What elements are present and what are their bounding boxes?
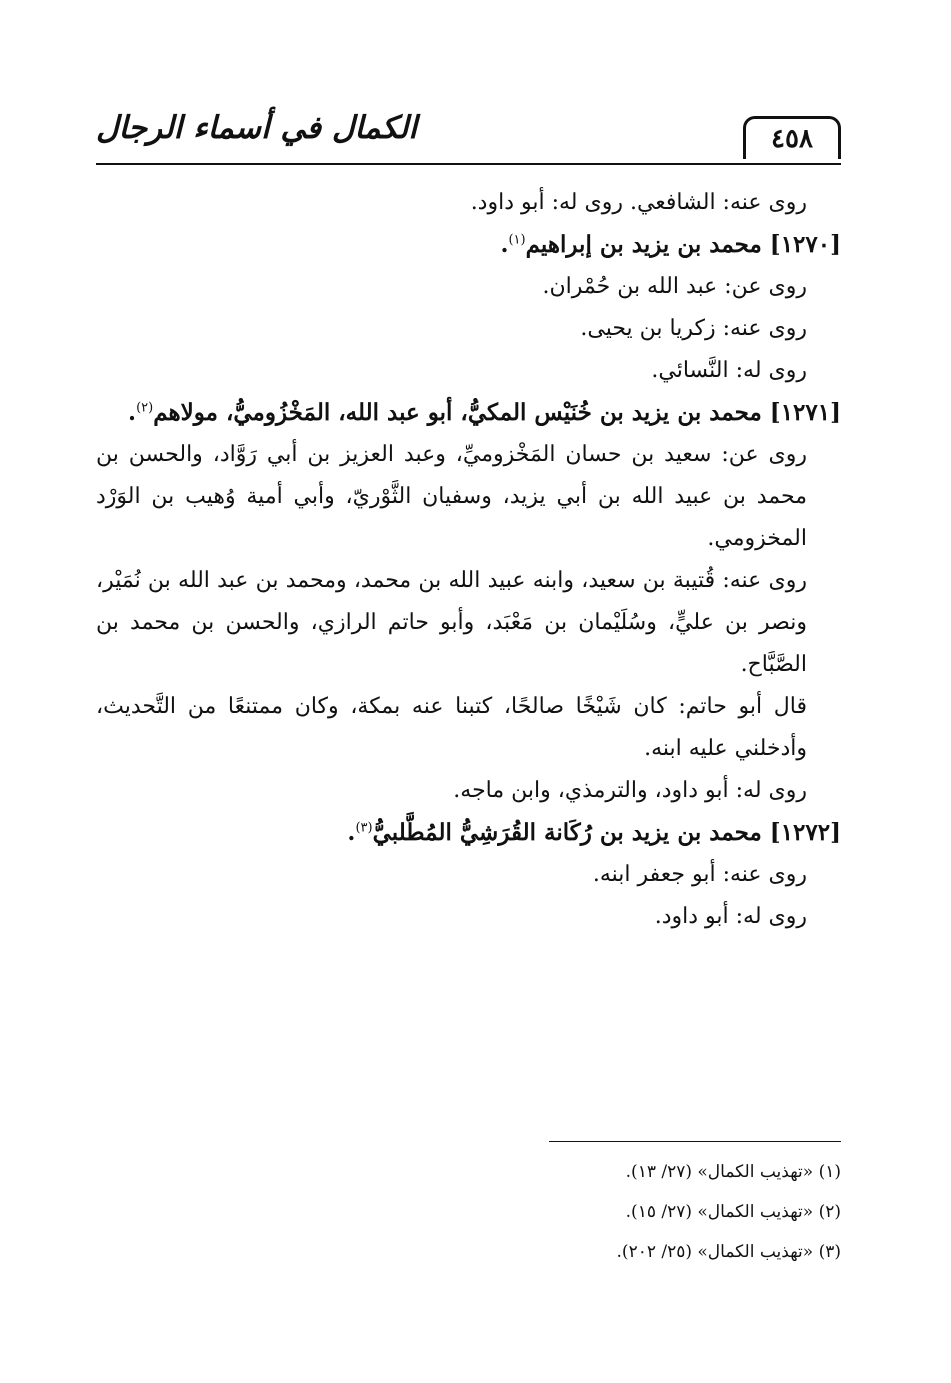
narrated-by: روى عنه: زكريا بن يحيى. [580,316,807,341]
footnote-ref: (٢) [136,400,154,416]
footnote: (٣) «تهذيب الكمال» (٢٥/ ٢٠٢). [616,1242,841,1262]
entry-end: . [347,819,356,846]
entry-title: [١٢٧٢] محمد بن يزيد بن رُكَانة القُرَشِيُّ المُطَّلبيُّ [372,819,841,846]
footnotes [96,1152,841,1272]
footnote: (٢) «تهذيب الكمال» (٢٧/ ١٥). [625,1202,841,1222]
paragraph: روى عنه: الشافعي. روى له: أبو داود. [470,190,807,215]
entry-end: . [500,231,509,258]
entry-heading-1270 [96,224,841,266]
narrated-for: روى له: أبو داود. [654,904,807,929]
entry-title: [١٢٧٠] محمد بن يزيد بن إبراهيم [525,231,841,258]
entry-heading-1271 [96,392,841,434]
narrated-from: روى عن: سعيد بن حسان المَخْزوميِّ، وعبد العزيز بن أبي رَوَّاد، والحسن بن محمد بن عبيد الله بن أبي يزيد، وسفيان الثَّوْريّ، وأبي أمية وُهيب بن الوَرْد المخزومي. [96,442,807,551]
footnote: (١) «تهذيب الكمال» (٢٧/ ١٣). [625,1162,841,1182]
main-text [96,182,841,938]
page-header [96,108,841,165]
footnote-ref: (٣) [355,820,373,836]
narrated-by: روى عنه: قُتيبة بن سعيد، وابنه عبيد الله بن محمد، ومحمد بن عبد الله بن نُمَيْر، ونصر بن عليٍّ، وسُلَيْمان بن مَعْبَد، وأبو حاتم الرازي، والحسن بن محمد بن الصَّبَّاح. [96,568,807,677]
narrated-for: روى له: النَّسائي. [651,358,807,383]
running-title: الكمال في أسماء الرجال [96,110,417,146]
entry-heading-1272 [96,812,841,854]
page-number: ٤٥٨ [743,116,841,159]
scholar-statement: قال أبو حاتم: كان شَيْخًا صالحًا، كتبنا عنه بمكة، وكان ممتنعًا من التَّحديث، وأدخلني عليه ابنه. [96,694,807,761]
narrated-for: روى له: أبو داود، والترمذي، وابن ماجه. [453,778,807,803]
entry-end: . [128,399,137,426]
footnote-divider [549,1141,841,1142]
narrated-from: روى عن: عبد الله بن حُمْران. [542,274,807,299]
footnote-ref: (١) [508,232,526,248]
entry-title: [١٢٧١] محمد بن يزيد بن خُنَيْس المكيُّ، أبو عبد الله، المَخْزُوميُّ، مولاهم [153,399,841,426]
narrated-by: روى عنه: أبو جعفر ابنه. [592,862,807,887]
